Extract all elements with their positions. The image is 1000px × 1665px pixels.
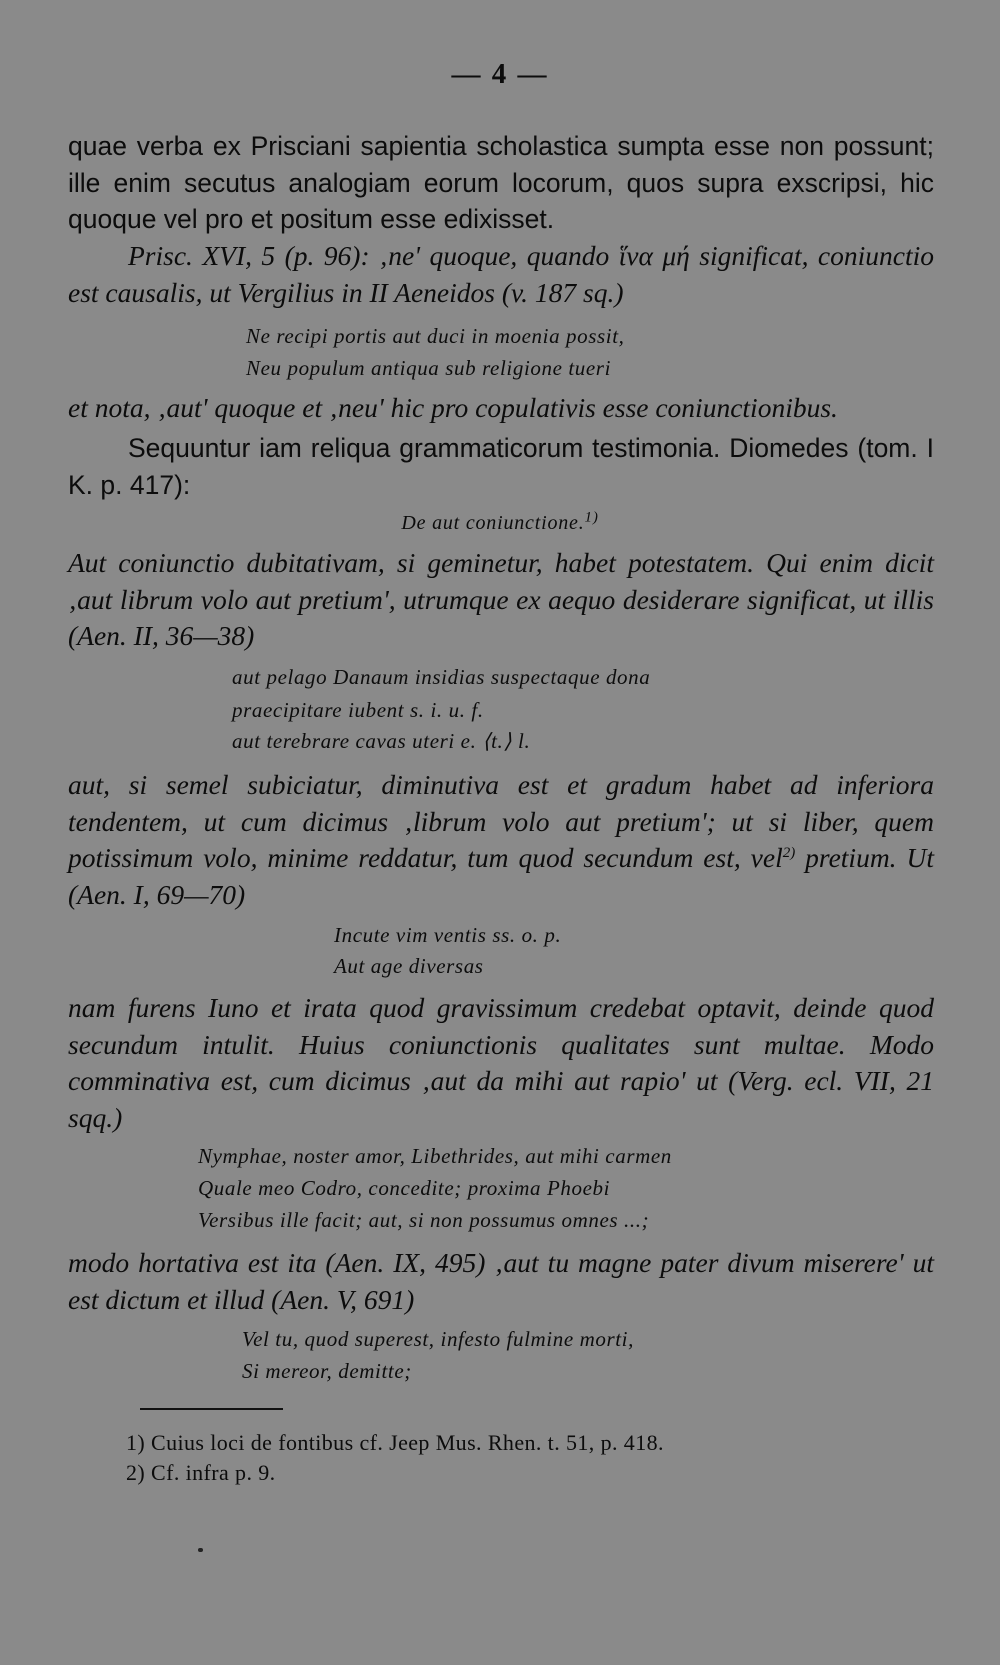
section-heading <box>0 509 1000 535</box>
verse-line: Ne recipi portis aut duci in moenia possit, <box>246 324 625 348</box>
heading-text: De aut coniunctione. <box>401 512 585 534</box>
scan-speck <box>198 1548 203 1552</box>
paragraph-priscian-quote: Prisc. XVI, 5 (p. 96): ‚ne' quoque, quando ἵνα μή significat, coniunctio est causalis, ut Vergilius in II Aeneidos (v. 187 sq.) <box>68 240 934 308</box>
footnote-ref-2: 2) <box>782 844 796 861</box>
verse-line: Si mereor, demitte; <box>242 1359 412 1383</box>
footnote-2: 2) Cf. infra p. 9. <box>126 1460 276 1485</box>
paragraph-1: quae verba ex Prisciani sapientia scholastica sumpta esse non possunt; ille enim secutus analogiam eorum locorum, quos supra exscripsi, hic quoque vel pro et positum esse edixisset. <box>68 131 934 234</box>
footnote-ref-1: 1) <box>584 509 599 526</box>
paragraph-text: aut, si semel subiciatur, diminutiva est et gradum habet ad inferiora tendentem, ut cum dicimus ‚librum volo aut pretium'; ut si liber, quem potissimum volo, minime reddatur, tum quod secundum est, vel <box>68 769 934 873</box>
verse-line: Versibus ille facit; aut, si non possumus omnes ...; <box>198 1208 650 1232</box>
footnote-rule <box>140 1408 283 1410</box>
verse-line: Nymphae, noster amor, Libethrides, aut mihi carmen <box>198 1144 672 1168</box>
paragraph-iuno: nam furens Iuno et irata quod gravissimum credebat optavit, deinde quod secundum intulit. Huius coniunctionis qualitates sunt multae. Modo comminativa est, cum dicimus ‚aut da mihi aut rapio' ut (Verg. ecl. VII, 21 sqq.) <box>68 992 934 1133</box>
paragraph-nota: et nota, ‚aut' quoque et ‚neu' hic pro copulativis esse coniunctionibus. <box>68 392 838 423</box>
verse-line: Quale meo Codro, concedite; proxima Phoebi <box>198 1176 611 1200</box>
paragraph-aut-dubitativa: Aut coniunctio dubitativam, si geminetur, habet potestatem. Qui enim dicit ‚aut librum volo aut pretium', utrumque ex aequo desiderare significat, ut illis (Aen. II, 36—38) <box>68 547 934 651</box>
verse-line: Incute vim ventis ss. o. p. <box>334 923 562 947</box>
verse-line: praecipitare iubent s. i. u. f. <box>232 698 484 722</box>
paragraph-diomedes: Sequuntur iam reliqua grammaticorum testimonia. Diomedes (tom. I K. p. 417): <box>68 433 934 500</box>
paragraph-hortativa: modo hortativa est ita (Aen. IX, 495) ‚aut tu magne pater divum miserere' ut est dictum et illud (Aen. V, 691) <box>68 1247 934 1315</box>
footnote-1: 1) Cuius loci de fontibus cf. Jeep Mus. Rhen. t. 51, p. 418. <box>126 1430 664 1455</box>
page-number: — 4 — <box>451 58 549 90</box>
verse-line: Neu populum antiqua sub religione tueri <box>246 356 612 380</box>
verse-line: Aut age diversas <box>334 954 484 978</box>
verse-line: aut terebrare cavas uteri e. ⟨t.⟩ l. <box>232 729 531 753</box>
paragraph-text-end: pretium. Ut (Aen. I, 69—70) <box>68 842 934 910</box>
paragraph-aut-diminutiva <box>68 767 934 913</box>
verse-line: aut pelago Danaum insidias suspectaque dona <box>232 665 651 689</box>
verse-line: Vel tu, quod superest, infesto fulmine morti, <box>242 1327 634 1351</box>
